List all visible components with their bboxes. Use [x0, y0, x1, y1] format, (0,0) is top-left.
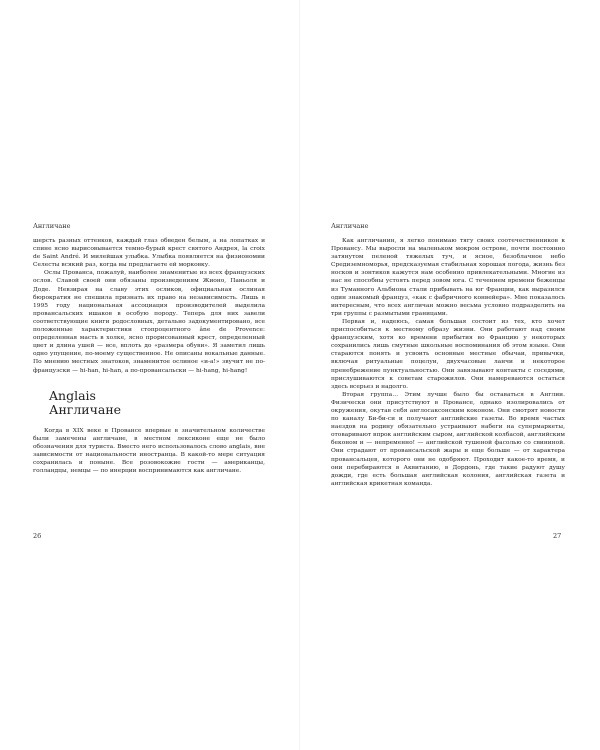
running-head-left: Англичане: [33, 222, 71, 230]
paragraph: шерсть разных оттенков, каждый глаз обведен белым, а на лопатках и спине ясно вырисовывается темно-бурый крест святого Андрея, la croix de Saint André. И милейшая улыбка. Улыбка появляется на физиономии Селесты всякий раз, когда вы предлагаете ей морковку.: [33, 238, 265, 269]
right-page-body: [331, 237, 565, 488]
section-heading-french: Anglais: [49, 387, 96, 403]
section-heading: [49, 389, 265, 417]
running-head-right: Англичане: [331, 222, 369, 230]
paragraph: Ослы Прованса, пожалуй, наиболее знаменитые из всех французских ослов. Славой своей они обязаны произведениям Жионо, Паньоля и Доде. Невзирая на славу этих осликов, официальная ослиная бюрократия не спешила признать их право на независимость. Лишь в 1995 году национальная ассоциация производителей выделила провансальских ишаков в особую породу. Теперь для них завели соответствующие книги родословных, детально задокументировано, все положенные характеристики стопроцентного âne de Provence: определенная масть в холке, ясно прорисованный крест, определенный цвет и длина ушей — все, вплоть до «размера обуви». Я заметил лишь одно упущение, по-моему существенное. Не описаны вокальные данные. По мнению местных знатоков, знаменитое ослиное «и-а!» звучит не по-французски — hi-han, hi-han, а по-провансальски — hi-hang, hi-hang!: [33, 270, 265, 374]
page-number-left: 26: [33, 532, 42, 540]
right-page: [300, 0, 600, 750]
paragraph: Вторая группа… Этим лучше было бы оставаться в Англии. Физически они присутствуют в Провансе, однако изолировались от окружения, окутав себя англосаксонским коконом. Они смотрят новости по каналу Би-би-си и получают английские газеты. Во время частых наездов на родину обязательно устраивают набеги на супермаркеты, отоваривают впрок английским сыром, английской колбасой, английским беконом и — непременно! — английской тушеной фасолью со свининой. Они страдают от провансальской жары и еще больше — от характера провансальцев, которого они не одобряют. Проходит какое-то время, и они перебираются в Аквитанию, в Дордонь, где такие радуют душу дожди, где есть большая английская колония, английская газета и английская крикетная команда.: [331, 391, 565, 487]
paragraph: Как англичанин, я легко понимаю тягу своих соотечественников к Провансу. Мы выросли на маленьком мокром острове, почти постоянно затянутом пеленой тяжелых туч, и ясное, безоблачное небо Средиземноморья, предсказуемая стабильная хорошая погода, жизнь без носков и зонтиков кажутся нам особенно привлекательными. Многие из нас не способны устоять перед зовом юга. С течением времени беженцы из Туманного Альбиона стали прибывать на юг Франции, как выразился один знакомый француз, «как с фабричного конвейера». Мне показалось интересным, что всех англичан можно весьма условно подразделить на три группы с размытыми границами.: [331, 238, 565, 317]
page-number-right: 27: [553, 532, 562, 540]
left-page-body: [33, 237, 265, 475]
paragraph: Первая и, надеюсь, самая большая состоит из тех, кто хочет приспособиться к местному образу жизни. Они работают над своим французским, хотя ко времени прибытия во Францию у некоторых сохранились лишь смутные школьные воспоминания об этом языке. Они стараются понять и усвоить основные местные обычаи, привычки, включая ритуальные поцелуи, двухчасовые ланчи и некоторое пренебрежение пунктуальностью. Они завязывают контакты с соседями, прислушиваются к советам старожилов. Они намереваются остаться здесь всерьез и надолго.: [331, 318, 565, 390]
paragraph: Когда в XIX веке в Провансе впервые в значительном количестве были замечены англичане, в местном лексиконе еще не было обозначения для туриста. Вместо него использовалось слово anglais, вне зависимости от национальности иностранца. В какой-то мере ситуация сохранилась и поныне. Все розовокожие гости — американцы, голландцы, немцы — по инерции воспринимаются как англичане.: [33, 427, 265, 475]
section-heading-russian: Англичане: [49, 401, 122, 417]
